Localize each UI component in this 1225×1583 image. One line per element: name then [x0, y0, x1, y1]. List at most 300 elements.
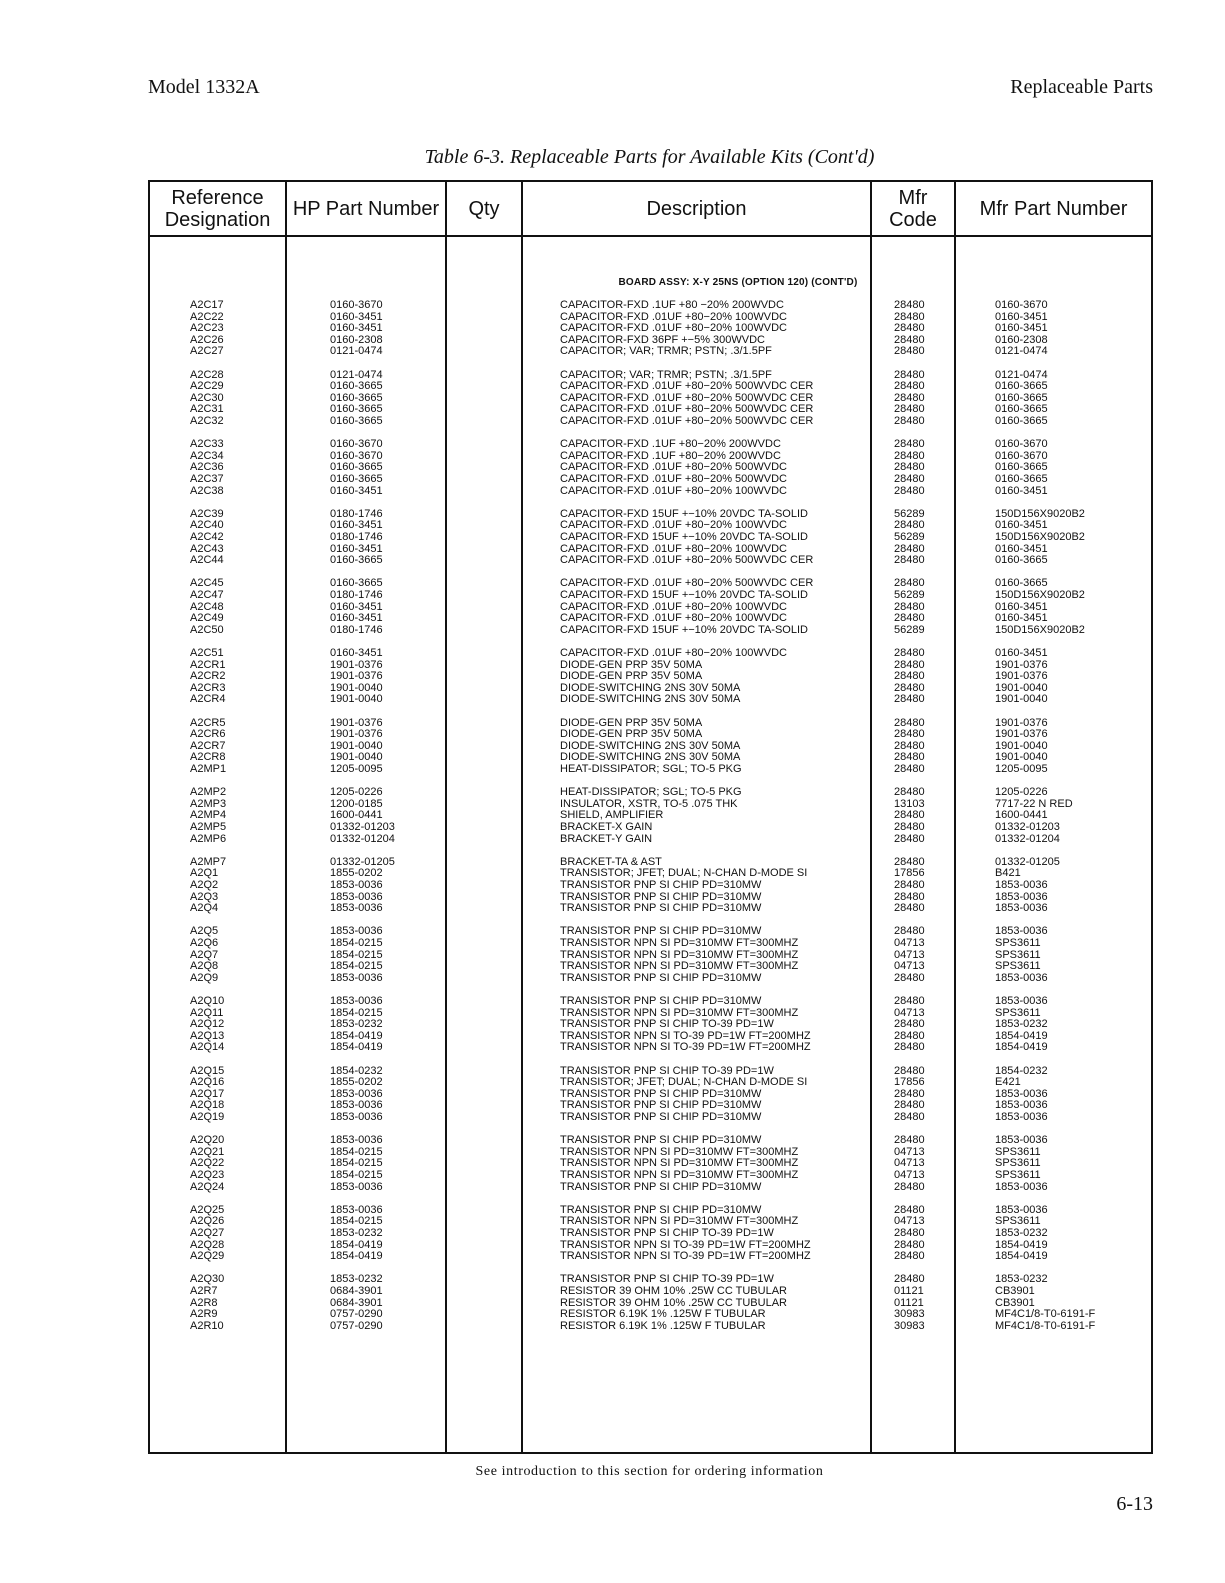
cell-mpn: 1901-0376	[995, 728, 1048, 741]
cell-ref: A2Q1	[190, 867, 219, 880]
column-header-mfr-part-number: Mfr Part Number	[979, 197, 1128, 220]
cell-ref: A2MP5	[190, 820, 227, 833]
cell-hp: 1853-0036	[330, 995, 383, 1007]
cell-hp: 0160-3665	[330, 380, 383, 393]
cell-desc: TRANSISTOR; JFET; DUAL; N-CHAN D-MODE SI	[560, 867, 808, 880]
cell-desc: CAPACITOR-FXD 15UF +−10% 20VDC TA-SOLID	[560, 588, 808, 601]
cell-desc: TRANSISTOR PNP SI CHIP TO-39 PD=1W	[560, 1064, 774, 1077]
cell-desc: CAPACITOR-FXD 15UF +−10% 20VDC TA-SOLID	[560, 623, 808, 636]
cell-ref: A2Q20	[190, 1134, 225, 1147]
cell-hp: 1854-0215	[330, 960, 383, 973]
cell-hp: 1855-0202	[330, 867, 383, 880]
cell-desc: CAPACITOR-FXD .1UF +80 −20% 200WVDC	[560, 299, 784, 311]
table-row	[150, 1042, 1151, 1054]
cell-hp: 1854-0419	[330, 1238, 383, 1251]
cell-desc: TRANSISTOR PNP SI CHIP PD=310MW	[560, 1203, 762, 1216]
cell-ref: A2Q5	[190, 925, 219, 938]
cell-desc: CAPACITOR-FXD .01UF +80−20% 100WVDC	[560, 484, 788, 497]
cell-hp: 1853-0036	[330, 890, 383, 903]
page-number: 6-13	[1116, 1493, 1153, 1515]
cell-code: 30983	[894, 1308, 925, 1321]
table-row	[150, 1228, 1151, 1240]
column-header-description: Description	[646, 197, 747, 220]
cell-ref: A2Q4	[190, 902, 219, 915]
cell-code: 28480	[894, 1250, 925, 1263]
cell-desc: HEAT-DISSIPATOR; SGL; TO-5 PKG	[560, 786, 742, 799]
cell-code: 01121	[894, 1296, 924, 1309]
cell-hp: 0160-3451	[330, 647, 383, 659]
table-row	[150, 834, 1151, 846]
cell-mpn: 1853-0036	[995, 995, 1048, 1007]
cell-hp: 0180-1746	[330, 530, 383, 543]
cell-mpn: 1853-0036	[995, 1099, 1048, 1112]
cell-code: 28480	[894, 600, 925, 613]
cell-hp: 0121-0474	[330, 368, 383, 381]
cell-desc: BRACKET-X GAIN	[560, 820, 653, 833]
cell-desc: CAPACITOR-FXD .01UF +80−20% 500WVDC	[560, 461, 788, 474]
cell-mpn: MF4C1/8-T0-6191-F	[995, 1308, 1096, 1321]
cell-ref: A2Q11	[190, 1006, 224, 1019]
cell-desc: TRANSISTOR PNP SI CHIP PD=310MW	[560, 971, 762, 984]
cell-hp: 1853-0036	[330, 902, 383, 915]
cell-hp: 0180-1746	[330, 588, 383, 601]
cell-hp: 0160-3451	[330, 542, 383, 555]
cell-ref: A2R8	[190, 1296, 218, 1309]
cell-mpn: SPS3611	[995, 1215, 1041, 1228]
cell-mpn: 1854-0419	[995, 1238, 1048, 1251]
footer-note: See introduction to this section for ordering information	[475, 1464, 824, 1479]
column-header-reference: Reference Designation	[164, 186, 271, 231]
cell-ref: A2Q3	[190, 890, 219, 903]
cell-mpn: SPS3611	[995, 1145, 1041, 1158]
table-title: Table 6-3. Replaceable Parts for Available Kits (Cont'd)	[424, 146, 875, 168]
cell-ref: A2R10	[190, 1319, 224, 1332]
table-row	[150, 764, 1151, 776]
cell-ref: A2Q17	[190, 1087, 225, 1100]
cell-code: 28480	[894, 1226, 925, 1239]
cell-ref: A2C51	[190, 647, 224, 659]
cell-mpn: 0160-3665	[995, 461, 1048, 474]
table-row	[150, 486, 1151, 498]
cell-hp: 0160-3665	[330, 461, 383, 474]
cell-code: 28480	[894, 809, 925, 822]
cell-code: 28480	[894, 716, 925, 729]
table-row	[150, 1321, 1151, 1333]
cell-code: 28480	[894, 902, 925, 915]
cell-desc: TRANSISTOR NPN SI PD=310MW FT=300MHZ	[560, 1145, 799, 1158]
cell-desc: CAPACITOR-FXD .01UF +80−20% 100WVDC	[560, 612, 788, 625]
cell-hp: 1205-0095	[330, 762, 383, 775]
table-row	[150, 416, 1151, 428]
cell-mpn: 1853-0036	[995, 1134, 1048, 1147]
cell-ref: A2Q18	[190, 1099, 225, 1112]
cell-code: 28480	[894, 762, 925, 775]
cell-mpn: 1853-0036	[995, 971, 1048, 984]
cell-ref: A2C26	[190, 333, 224, 346]
cell-ref: A2C22	[190, 310, 224, 323]
cell-code: 28480	[894, 461, 925, 474]
cell-hp: 1854-0215	[330, 1145, 383, 1158]
cell-hp: 1901-0376	[330, 658, 383, 671]
cell-desc: SHIELD, AMPLIFIER	[560, 809, 664, 822]
cell-ref: A2Q29	[190, 1250, 225, 1263]
table-row	[150, 996, 1151, 1008]
cell-code: 28480	[894, 322, 925, 335]
cell-hp: 1854-0232	[330, 1064, 383, 1077]
cell-code: 28480	[894, 820, 925, 833]
cell-desc: TRANSISTOR NPN SI TO-39 PD=1W FT=200MHZ	[560, 1029, 811, 1042]
cell-ref: A2C29	[190, 380, 224, 393]
cell-mpn: 1901-0040	[995, 681, 1048, 694]
cell-code: 04713	[894, 1145, 925, 1158]
cell-ref: A2C49	[190, 612, 224, 625]
cell-hp: 1901-0376	[330, 670, 383, 683]
cell-ref: A2Q2	[190, 878, 219, 891]
cell-code: 28480	[894, 925, 925, 938]
cell-hp: 1205-0226	[330, 786, 383, 799]
cell-code: 28480	[894, 1018, 925, 1031]
cell-desc: CAPACITOR-FXD .01UF +80−20% 500WVDC CER	[560, 403, 814, 416]
cell-code: 28480	[894, 368, 925, 381]
cell-desc: TRANSISTOR PNP SI CHIP PD=310MW	[560, 1087, 762, 1100]
cell-mpn: 0160-3451	[995, 519, 1048, 532]
cell-ref: A2C28	[190, 368, 224, 381]
cell-code: 28480	[894, 1110, 925, 1123]
cell-mpn: 150D156X9020B2	[995, 623, 1085, 636]
cell-mpn: 1853-0036	[995, 1203, 1048, 1216]
cell-mpn: SPS3611	[995, 1168, 1041, 1181]
cell-hp: 1853-0036	[330, 1110, 383, 1123]
cell-code: 17856	[894, 1076, 925, 1089]
cell-ref: A2Q7	[190, 948, 219, 961]
cell-desc: TRANSISTOR PNP SI CHIP PD=310MW	[560, 1099, 762, 1112]
cell-hp: 1853-0232	[330, 1273, 383, 1286]
cell-mpn: 01332-01203	[995, 820, 1060, 833]
cell-code: 28480	[894, 333, 925, 346]
cell-code: 28480	[894, 449, 925, 462]
table-row	[150, 555, 1151, 567]
cell-hp: 1853-0036	[330, 1134, 383, 1147]
cell-ref: A2Q13	[190, 1029, 225, 1042]
cell-mpn: E421	[995, 1076, 1021, 1089]
cell-desc: TRANSISTOR PNP SI CHIP PD=310MW	[560, 995, 762, 1007]
cell-hp: 1853-0036	[330, 971, 383, 984]
cell-mpn: 1205-0095	[995, 762, 1048, 775]
table-row	[150, 300, 1151, 312]
table-row	[150, 903, 1151, 915]
cell-mpn: 0160-3665	[995, 577, 1048, 590]
cell-ref: A2C42	[190, 530, 224, 543]
cell-hp: 1853-0232	[330, 1226, 383, 1239]
cell-code: 28480	[894, 1029, 925, 1042]
cell-mpn: 0160-3670	[995, 299, 1048, 311]
cell-mpn: 0160-3665	[995, 403, 1048, 416]
cell-hp: 0160-3665	[330, 414, 383, 427]
cell-code: 28480	[894, 299, 925, 311]
cell-hp: 0160-3670	[330, 449, 383, 462]
cell-desc: CAPACITOR-FXD .01UF +80−20% 500WVDC	[560, 472, 788, 485]
header-model: Model 1332A	[148, 76, 260, 98]
cell-code: 28480	[894, 995, 925, 1007]
cell-desc: CAPACITOR; VAR; TRMR; PSTN; .3/1.5PF	[560, 345, 772, 358]
cell-ref: A2Q19	[190, 1110, 225, 1123]
cell-hp: 1901-0040	[330, 739, 383, 752]
table-row	[150, 973, 1151, 985]
cell-ref: A2CR7	[190, 739, 226, 752]
cell-ref: A2MP6	[190, 832, 227, 845]
cell-desc: INSULATOR, XSTR, TO-5 .075 THK	[560, 797, 738, 810]
cell-ref: A2C23	[190, 322, 224, 335]
cell-code: 04713	[894, 1215, 925, 1228]
board-assembly-title: BOARD ASSY: X-Y 25NS (OPTION 120) (CONT'D)	[618, 277, 858, 288]
cell-mpn: 150D156X9020B2	[995, 507, 1085, 520]
cell-mpn: 7717-22 N RED	[995, 797, 1073, 810]
column-header-mfr-code: Mfr Code	[889, 186, 937, 231]
cell-ref: A2C33	[190, 438, 224, 451]
cell-ref: A2CR6	[190, 728, 226, 741]
cell-hp: 0160-3670	[330, 438, 383, 451]
cell-mpn: 150D156X9020B2	[995, 530, 1085, 543]
cell-mpn: 0160-3451	[995, 322, 1048, 335]
cell-code: 28480	[894, 472, 925, 485]
cell-desc: TRANSISTOR PNP SI CHIP PD=310MW	[560, 1134, 762, 1147]
cell-hp: 0160-3451	[330, 600, 383, 613]
cell-mpn: CB3901	[995, 1296, 1035, 1309]
cell-ref: A2MP2	[190, 786, 227, 799]
cell-code: 28480	[894, 681, 925, 694]
cell-mpn: 150D156X9020B2	[995, 588, 1085, 601]
cell-mpn: 1901-0040	[995, 739, 1048, 752]
cell-hp: 1854-0215	[330, 936, 383, 949]
cell-code: 56289	[894, 507, 925, 520]
cell-ref: A2C36	[190, 461, 224, 474]
cell-mpn: 0160-3451	[995, 612, 1048, 625]
cell-ref: A2CR4	[190, 693, 226, 706]
column-header-qty: Qty	[468, 197, 500, 220]
cell-code: 04713	[894, 948, 925, 961]
cell-hp: 1901-0376	[330, 716, 383, 729]
cell-mpn: 1853-0232	[995, 1273, 1048, 1286]
cell-ref: A2C31	[190, 403, 224, 416]
cell-desc: RESISTOR 39 OHM 10% .25W CC TUBULAR	[560, 1284, 787, 1297]
cell-mpn: 0160-3670	[995, 449, 1048, 462]
cell-mpn: 1853-0232	[995, 1226, 1048, 1239]
cell-mpn: SPS3611	[995, 948, 1041, 961]
table-row	[150, 822, 1151, 834]
cell-code: 13103	[894, 797, 925, 810]
cell-hp: 0121-0474	[330, 345, 383, 358]
table-row	[150, 1182, 1151, 1194]
cell-code: 28480	[894, 577, 925, 590]
cell-ref: A2Q26	[190, 1215, 225, 1228]
cell-mpn: 0160-3665	[995, 391, 1048, 404]
cell-ref: A2Q21	[190, 1145, 225, 1158]
cell-code: 28480	[894, 1180, 925, 1193]
cell-mpn: 1853-0036	[995, 1110, 1048, 1123]
cell-code: 28480	[894, 310, 925, 323]
cell-desc: TRANSISTOR; JFET; DUAL; N-CHAN D-MODE SI	[560, 1076, 808, 1089]
cell-ref: A2CR5	[190, 716, 226, 729]
cell-ref: A2C47	[190, 588, 224, 601]
cell-desc: TRANSISTOR PNP SI CHIP TO-39 PD=1W	[560, 1018, 774, 1031]
cell-hp: 1854-0215	[330, 948, 383, 961]
cell-code: 30983	[894, 1319, 925, 1332]
cell-desc: HEAT-DISSIPATOR; SGL; TO-5 PKG	[560, 762, 742, 775]
cell-ref: A2Q10	[190, 995, 225, 1007]
table-row	[150, 1251, 1151, 1263]
cell-desc: RESISTOR 6.19K 1% .125W F TUBULAR	[560, 1319, 766, 1332]
cell-desc: TRANSISTOR NPN SI PD=310MW FT=300MHZ	[560, 1006, 799, 1019]
cell-mpn: 1853-0036	[995, 890, 1048, 903]
cell-mpn: 0160-3665	[995, 414, 1048, 427]
cell-ref: A2Q15	[190, 1064, 225, 1077]
cell-hp: 1854-0215	[330, 1006, 383, 1019]
cell-code: 04713	[894, 1168, 925, 1181]
table-row	[150, 474, 1151, 486]
cell-desc: CAPACITOR-FXD .1UF +80−20% 200WVDC	[560, 438, 781, 451]
cell-ref: A2C30	[190, 391, 224, 404]
cell-code: 28480	[894, 878, 925, 891]
cell-ref: A2C50	[190, 623, 224, 636]
cell-ref: A2Q14	[190, 1041, 225, 1054]
cell-desc: CAPACITOR-FXD 15UF +−10% 20VDC TA-SOLID	[560, 507, 808, 520]
cell-mpn: 1901-0040	[995, 693, 1048, 706]
cell-hp: 0160-3665	[330, 577, 383, 590]
cell-hp: 0160-3665	[330, 391, 383, 404]
cell-desc: CAPACITOR-FXD 36PF +−5% 300WVDC	[560, 333, 765, 346]
cell-mpn: 1854-0419	[995, 1250, 1048, 1263]
cell-desc: TRANSISTOR NPN SI PD=310MW FT=300MHZ	[560, 1168, 799, 1181]
cell-ref: A2CR2	[190, 670, 226, 683]
cell-code: 28480	[894, 438, 925, 451]
header-divider	[150, 235, 1151, 237]
cell-code: 28480	[894, 855, 925, 868]
cell-ref: A2Q16	[190, 1076, 225, 1089]
cell-code: 04713	[894, 960, 925, 973]
cell-mpn: 1854-0419	[995, 1029, 1048, 1042]
cell-desc: CAPACITOR-FXD .01UF +80−20% 500WVDC CER	[560, 391, 814, 404]
cell-code: 28480	[894, 542, 925, 555]
table-row	[150, 590, 1151, 602]
cell-mpn: 0160-3665	[995, 472, 1048, 485]
cell-mpn: MF4C1/8-T0-6191-F	[995, 1319, 1096, 1332]
cell-hp: 0160-3451	[330, 322, 383, 335]
cell-ref: A2R9	[190, 1308, 218, 1321]
cell-ref: A2CR1	[190, 658, 226, 671]
cell-desc: DIODE-SWITCHING 2NS 30V 50MA	[560, 739, 741, 752]
cell-desc: TRANSISTOR PNP SI CHIP PD=310MW	[560, 925, 762, 938]
cell-desc: TRANSISTOR PNP SI CHIP PD=310MW	[560, 1110, 762, 1123]
cell-hp: 0684-3901	[330, 1284, 383, 1297]
cell-mpn: 1853-0036	[995, 1180, 1048, 1193]
cell-desc: TRANSISTOR PNP SI CHIP PD=310MW	[560, 1180, 762, 1193]
cell-code: 28480	[894, 786, 925, 799]
cell-ref: A2C34	[190, 449, 224, 462]
cell-desc: TRANSISTOR NPN SI TO-39 PD=1W FT=200MHZ	[560, 1250, 811, 1263]
cell-code: 28480	[894, 1134, 925, 1147]
cell-mpn: 1205-0226	[995, 786, 1048, 799]
cell-ref: A2Q24	[190, 1180, 225, 1193]
cell-code: 28480	[894, 832, 925, 845]
cell-code: 04713	[894, 1006, 925, 1019]
cell-ref: A2CR3	[190, 681, 226, 694]
cell-code: 28480	[894, 1203, 925, 1216]
cell-hp: 0160-3665	[330, 472, 383, 485]
cell-code: 28480	[894, 612, 925, 625]
cell-hp: 1853-0036	[330, 1087, 383, 1100]
cell-hp: 0160-3451	[330, 484, 383, 497]
cell-desc: RESISTOR 6.19K 1% .125W F TUBULAR	[560, 1308, 766, 1321]
cell-desc: TRANSISTOR NPN SI PD=310MW FT=300MHZ	[560, 1215, 799, 1228]
cell-mpn: 1853-0036	[995, 902, 1048, 915]
cell-ref: A2Q22	[190, 1157, 225, 1170]
cell-ref: A2MP1	[190, 762, 227, 775]
cell-desc: CAPACITOR-FXD .1UF +80−20% 200WVDC	[560, 449, 781, 462]
cell-mpn: 1600-0441	[995, 809, 1048, 822]
cell-code: 28480	[894, 345, 925, 358]
cell-code: 28480	[894, 728, 925, 741]
cell-ref: A2C32	[190, 414, 224, 427]
cell-code: 28480	[894, 670, 925, 683]
cell-desc: DIODE-SWITCHING 2NS 30V 50MA	[560, 693, 741, 706]
cell-desc: TRANSISTOR NPN SI PD=310MW FT=300MHZ	[560, 948, 799, 961]
table-row	[150, 938, 1151, 950]
cell-mpn: 0160-3451	[995, 542, 1048, 555]
cell-ref: A2Q30	[190, 1273, 225, 1286]
cell-desc: DIODE-SWITCHING 2NS 30V 50MA	[560, 751, 741, 764]
cell-hp: 1854-0419	[330, 1029, 383, 1042]
cell-hp: 1854-0419	[330, 1250, 383, 1263]
cell-desc: DIODE-SWITCHING 2NS 30V 50MA	[560, 681, 741, 694]
cell-hp: 1901-0040	[330, 693, 383, 706]
cell-hp: 1901-0040	[330, 681, 383, 694]
cell-desc: TRANSISTOR PNP SI CHIP PD=310MW	[560, 902, 762, 915]
column-header-hp-part-number: HP Part Number	[292, 197, 440, 220]
cell-ref: A2C37	[190, 472, 224, 485]
cell-mpn: 1854-0232	[995, 1064, 1048, 1077]
cell-ref: A2C43	[190, 542, 224, 555]
cell-code: 28480	[894, 971, 925, 984]
cell-hp: 1901-0040	[330, 751, 383, 764]
table-row	[150, 1170, 1151, 1182]
cell-hp: 1853-0036	[330, 1099, 383, 1112]
cell-desc: BRACKET-Y GAIN	[560, 832, 653, 845]
cell-hp: 0180-1746	[330, 507, 383, 520]
cell-hp: 0160-3665	[330, 554, 383, 567]
cell-desc: CAPACITOR-FXD .01UF +80−20% 500WVDC CER	[560, 380, 814, 393]
cell-mpn: 0121-0474	[995, 368, 1048, 381]
cell-desc: TRANSISTOR NPN SI TO-39 PD=1W FT=200MHZ	[560, 1041, 811, 1054]
cell-desc: CAPACITOR-FXD .01UF +80−20% 100WVDC	[560, 600, 788, 613]
cell-ref: A2C38	[190, 484, 224, 497]
cell-code: 01121	[894, 1284, 924, 1297]
cell-desc: TRANSISTOR NPN SI PD=310MW FT=300MHZ	[560, 936, 799, 949]
cell-mpn: SPS3611	[995, 1006, 1041, 1019]
cell-code: 28480	[894, 484, 925, 497]
cell-desc: DIODE-GEN PRP 35V 50MA	[560, 670, 703, 683]
cell-ref: A2Q23	[190, 1168, 225, 1181]
cell-hp: 1853-0036	[330, 878, 383, 891]
cell-code: 28480	[894, 403, 925, 416]
cell-mpn: 0160-3451	[995, 600, 1048, 613]
cell-ref: A2Q25	[190, 1203, 225, 1216]
cell-desc: TRANSISTOR PNP SI CHIP PD=310MW	[560, 890, 762, 903]
cell-ref: A2R7	[190, 1284, 218, 1297]
parts-table	[148, 180, 1153, 1454]
cell-mpn: 01332-01205	[995, 855, 1060, 868]
cell-hp: 01332-01203	[330, 820, 395, 833]
cell-code: 28480	[894, 1041, 925, 1054]
